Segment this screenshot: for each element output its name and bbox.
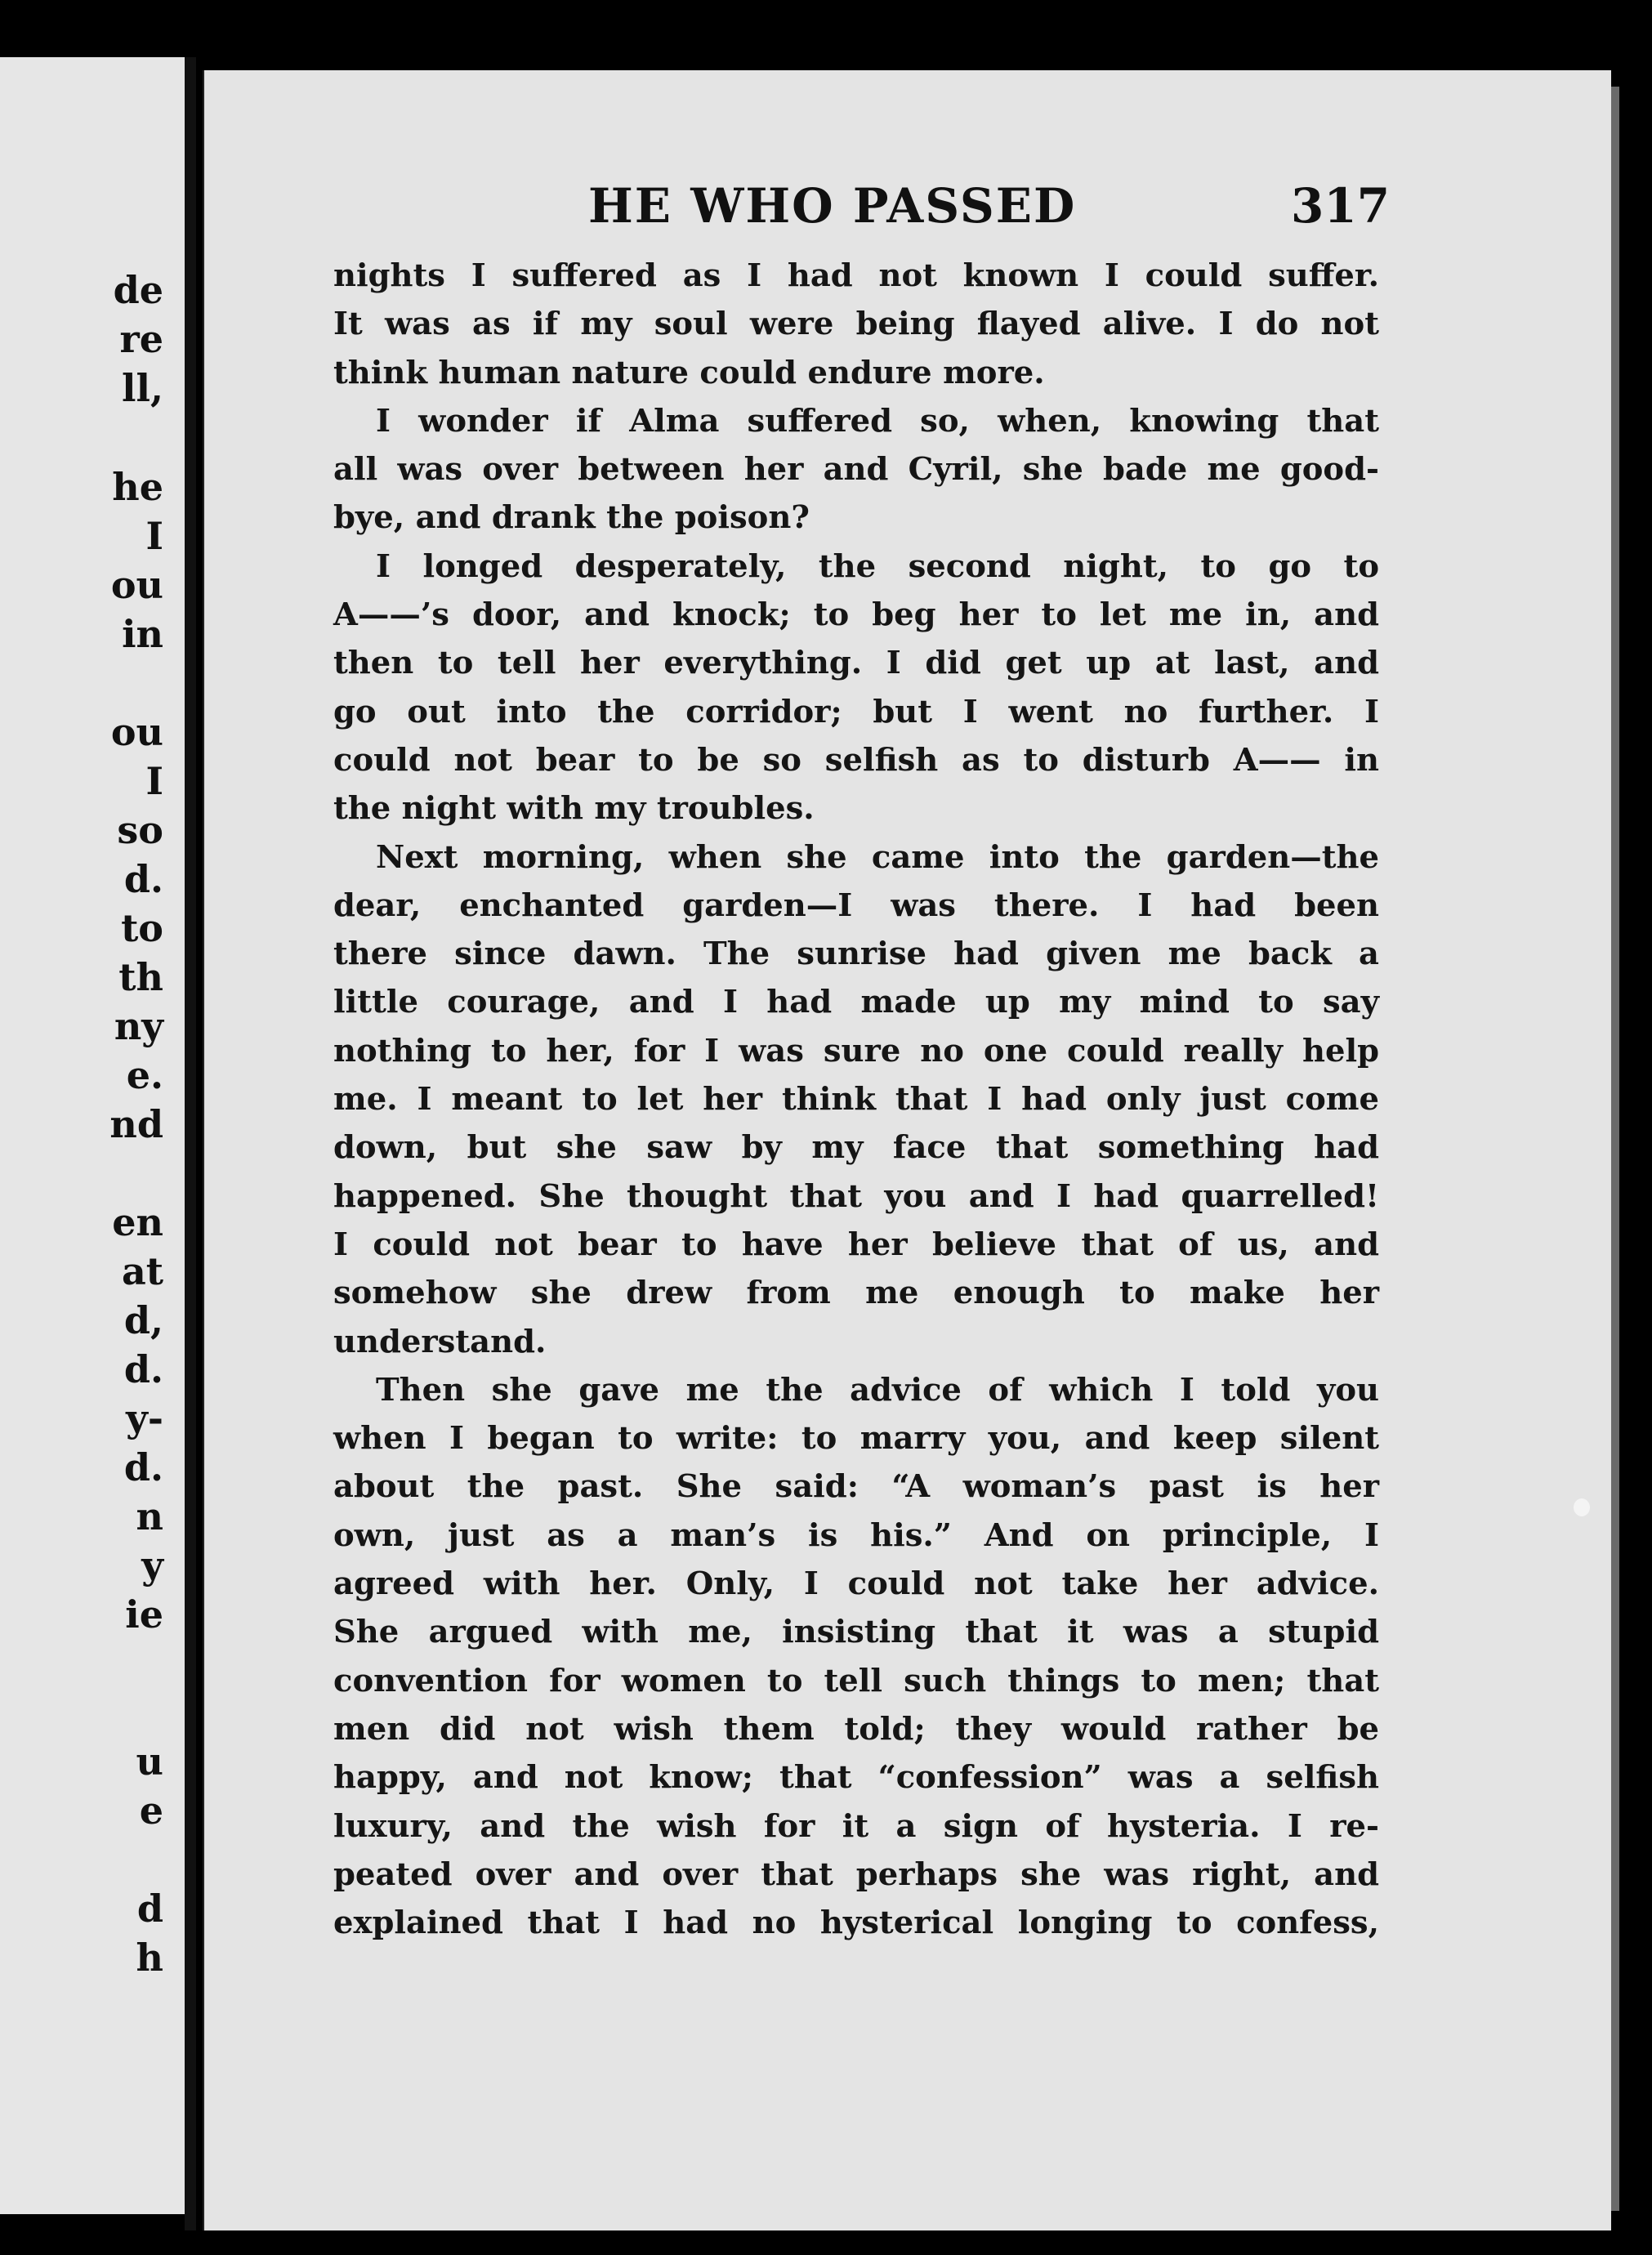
- book-gutter: [185, 57, 196, 2230]
- text-line: me. I meant to let her think that I had only just come: [333, 1081, 1379, 1119]
- left-fragment: th: [118, 955, 163, 999]
- running-title: HE WHO PASSED: [588, 178, 1077, 234]
- text-line: own, just as a man’s is his.” And on principle, I: [333, 1516, 1379, 1554]
- right-page: [203, 70, 1611, 2230]
- text-line: when I began to write: to marry you, and keep silent: [333, 1420, 1379, 1458]
- text-line: understand.: [333, 1323, 547, 1360]
- text-line: A——’s door, and knock; to beg her to let me in, and: [333, 596, 1379, 634]
- left-fragment: at: [121, 1249, 163, 1293]
- left-fragment: y: [141, 1543, 163, 1587]
- text-line: explained that I had no hysterical longing to confess,: [333, 1904, 1379, 1942]
- text-line: I could not bear to have her believe that of us, and: [333, 1226, 1379, 1263]
- left-fragment: he: [112, 465, 163, 509]
- left-fragment: ny: [114, 1004, 163, 1048]
- text-line: then to tell her everything. I did get up at last, and: [333, 645, 1379, 682]
- paper-fleck: [1574, 1498, 1590, 1516]
- left-fragment: e.: [126, 1053, 163, 1097]
- left-fragment: de: [113, 268, 163, 312]
- left-fragment: ou: [110, 710, 163, 754]
- text-line: I wonder if Alma suffered so, when, knowing that: [376, 402, 1379, 440]
- text-line: luxury, and the wish for it a sign of hysteria. I re-: [333, 1807, 1379, 1845]
- left-fragment: n: [136, 1494, 163, 1538]
- left-fragment: d,: [123, 1298, 163, 1342]
- left-fragment: e: [139, 1788, 163, 1833]
- left-fragment: I: [145, 759, 163, 803]
- left-fragment: d.: [123, 857, 163, 901]
- text-line: the night with my troubles.: [333, 790, 815, 828]
- left-fragment: y-: [126, 1396, 163, 1440]
- left-fragment: re: [119, 317, 163, 361]
- left-fragment: nd: [109, 1102, 163, 1146]
- left-fragment: I: [145, 514, 163, 558]
- text-line: nothing to her, for I was sure no one could really help: [333, 1032, 1379, 1069]
- text-line: happy, and not know; that “confession” was a selfish: [333, 1759, 1379, 1797]
- text-line: happened. She thought that you and I had quarrelled!: [333, 1177, 1379, 1215]
- left-fragment: in: [122, 612, 163, 656]
- text-line: She argued with me, insisting that it was a stupid: [333, 1614, 1379, 1651]
- text-line: It was as if my soul were being flayed alive. I do not: [333, 306, 1379, 343]
- left-fragment: ie: [125, 1592, 163, 1637]
- left-fragment: d: [136, 1887, 163, 1931]
- text-line: think human nature could endure more.: [333, 354, 1045, 391]
- left-fragment: so: [117, 808, 163, 852]
- text-line: nights I suffered as I had not known I could suffer.: [333, 257, 1379, 294]
- text-line: about the past. She said: “A woman’s past is her: [333, 1468, 1379, 1506]
- left-fragment: u: [136, 1739, 163, 1784]
- text-line: dear, enchanted garden—I was there. I had been: [333, 886, 1379, 924]
- text-line: down, but she saw by my face that something had: [333, 1129, 1379, 1167]
- body-text: [333, 252, 1379, 1947]
- left-fragment: en: [112, 1200, 163, 1244]
- left-fragment: h: [136, 1936, 163, 1980]
- text-line: go out into the corridor; but I went no further. I: [333, 693, 1379, 730]
- text-line: Then she gave me the advice of which I told you: [376, 1371, 1379, 1409]
- text-line: somehow she drew from me enough to make her: [333, 1275, 1379, 1312]
- text-line: agreed with her. Only, I could not take her advice.: [333, 1565, 1379, 1603]
- left-fragment: d.: [123, 1445, 163, 1489]
- text-line: there since dawn. The sunrise had given me back a: [333, 935, 1379, 973]
- text-line: men did not wish them told; they would rather be: [333, 1710, 1379, 1748]
- text-line: I longed desperately, the second night, to go to: [376, 547, 1379, 585]
- text-line: bye, and drank the poison?: [333, 499, 810, 537]
- left-fragment: to: [121, 906, 163, 950]
- text-line: peated over and over that perhaps she was right, and: [333, 1855, 1379, 1893]
- page-number: 317: [1291, 178, 1391, 234]
- text-line: little courage, and I had made up my mind to say: [333, 984, 1379, 1021]
- text-line: all was over between her and Cyril, she bade me good-: [333, 451, 1379, 489]
- left-fragment: ll,: [122, 366, 163, 410]
- text-line: could not bear to be so selfish as to disturb A—— in: [333, 741, 1379, 779]
- text-line: Next morning, when she came into the garden—the: [376, 838, 1379, 876]
- left-fragment: d.: [123, 1347, 163, 1391]
- left-fragment: ou: [110, 563, 163, 607]
- left-facing-page: [0, 57, 185, 2214]
- text-line: convention for women to tell such things to men; that: [333, 1662, 1379, 1699]
